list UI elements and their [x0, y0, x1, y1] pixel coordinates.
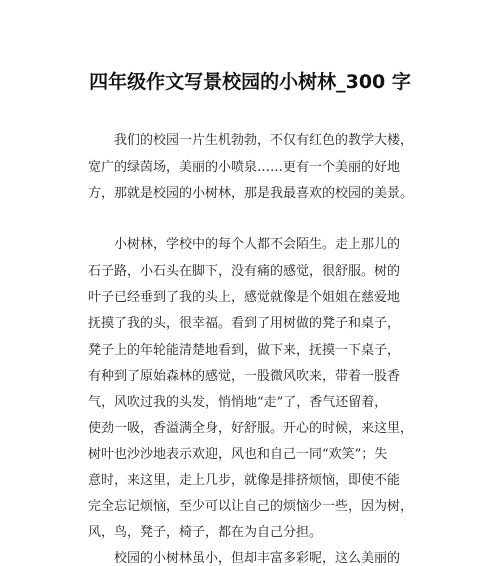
text-line: 风，鸟，凳子，椅子，都在为自己分担。: [88, 525, 323, 540]
text-line: 树叶也沙沙地表示欢迎，风也和自己一同“欢笑”；失: [88, 447, 388, 462]
text-line: 小树林，学校中的每个人都不会陌生。走上那儿的: [114, 237, 401, 252]
text-line: 完全忘记烦恼，至少可以让自己的烦恼少一些，因为树，: [88, 499, 414, 514]
text-line: 方，那就是校园的小树林，那是我最喜欢的校园的美景。: [88, 186, 414, 201]
text-line: 抚摸了我的头，很幸福。看到了用树做的凳子和桌子，: [88, 316, 401, 331]
article-title: 四年级作文写景校园的小树林_300 字: [89, 71, 411, 93]
text-line: 宽广的绿茵场，美丽的小喷泉……更有一个美丽的好地: [88, 160, 401, 175]
text-line: 意时，来这里，走上几步，就像是排挤烦恼，即使不能: [88, 473, 401, 488]
text-line: 凳子上的年轮能清楚地看到，做下来，抚摸一下桌子，: [88, 343, 401, 358]
text-line: 我们的校园一片生机勃勃，不仅有红色的教学大楼，: [114, 133, 414, 148]
text-line: 使劲一吸，香溢满全身，好舒服。开心的时候，来这里，: [88, 421, 414, 436]
text-line: 有种到了原始森林的感觉，一股微风吹来，带着一股香: [88, 369, 401, 384]
text-line: 校园的小树林虽小，但却丰富多彩呢，这么美丽的: [114, 551, 401, 566]
text-line: 气，风吹过我的头发，悄悄地“走”了，香气还留着，: [88, 395, 388, 410]
text-line: 石子路，小石头在脚下，没有痛的感觉，很舒服。树的: [88, 264, 401, 279]
text-line: 叶子已经垂到了我的头上，感觉就像是个姐姐在慈爱地: [88, 290, 401, 305]
